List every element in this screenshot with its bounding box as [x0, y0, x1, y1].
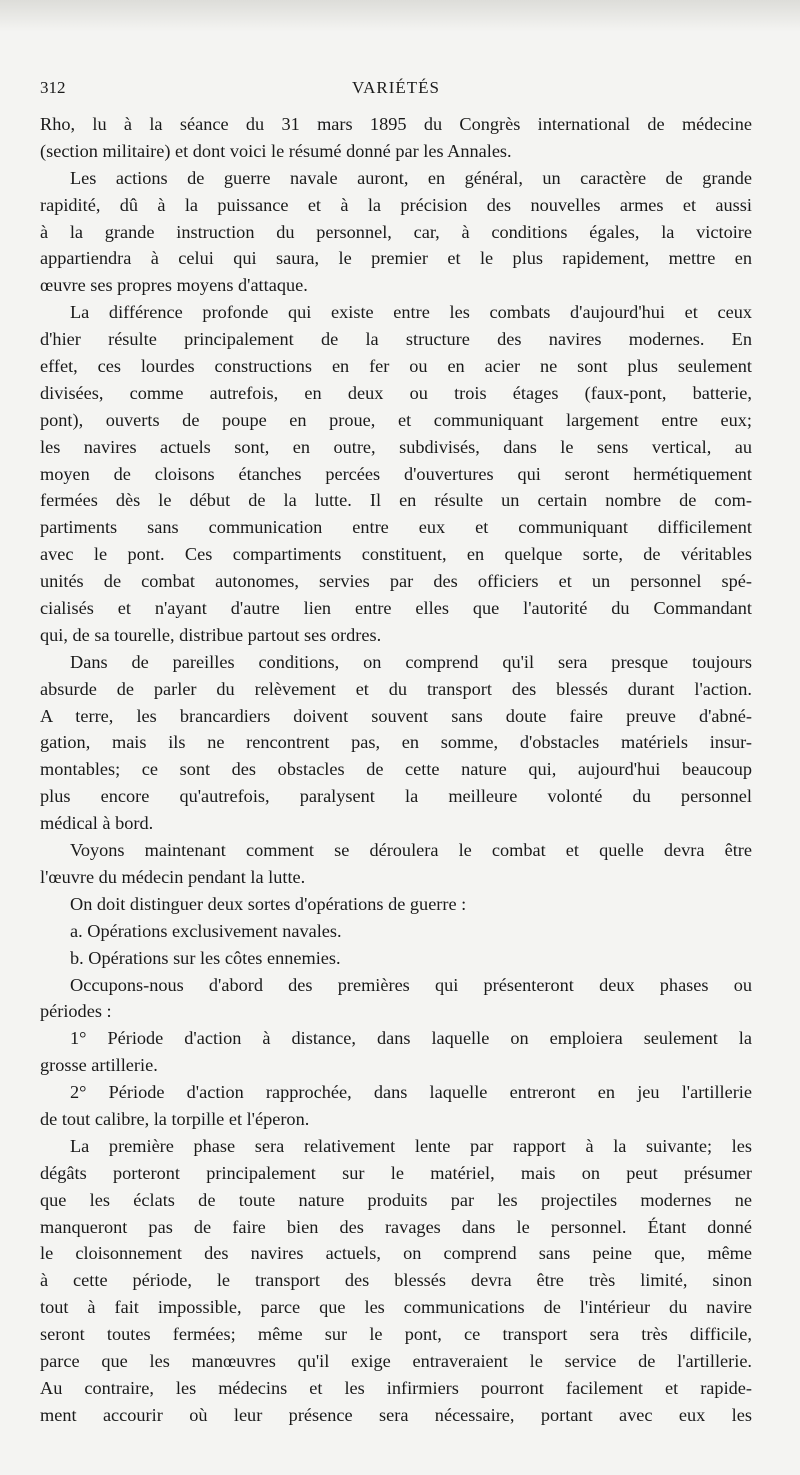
text-line: tout à fait impossible, parce que les communications de l'intérieur du navire [40, 1297, 752, 1318]
text-line: œuvre ses propres moyens d'attaque. [40, 275, 308, 296]
text-line: Au contraire, les médecins et les infirmiers pourront facilement et rapide- [40, 1377, 752, 1398]
text-line: absurde de parler du relèvement et du transport des blessés durant l'action. [40, 678, 752, 699]
text-line: unités de combat autonomes, servies par des officiers et un personnel spé- [40, 571, 752, 592]
scan-edge [0, 0, 800, 32]
text-line: effet, ces lourdes constructions en fer ou en acier ne sont plus seulement [40, 356, 752, 377]
text-line: On doit distinguer deux sortes d'opérations de guerre : [70, 893, 467, 914]
text-line: seront toutes fermées; même sur le pont, ce transport sera très difficile, [40, 1324, 752, 1345]
running-title: VARIÉTÉS [352, 78, 440, 97]
text-line: 2° Période d'action rapprochée, dans laquelle entreront en jeu l'artillerie [70, 1082, 752, 1103]
text-line: Dans de pareilles conditions, on comprend qu'il sera presque toujours [70, 651, 752, 672]
text-line: le cloisonnement des navires actuels, on comprend sans peine que, même [40, 1243, 752, 1264]
text-line: que les éclats de toute nature produits par les projectiles modernes ne [40, 1189, 752, 1210]
text-line: Les actions de guerre navale auront, en général, un caractère de grande [70, 167, 752, 188]
text-line: 1° Période d'action à distance, dans laquelle on emploiera seulement la [70, 1028, 752, 1049]
text-line: fermées dès le début de la lutte. Il en résulte un certain nombre de com- [40, 490, 752, 511]
text-line: ment accourir où leur présence sera nécessaire, portant avec eux les [40, 1404, 752, 1425]
page-number: 312 [40, 78, 66, 97]
text-line: parce que les manœuvres qu'il exige entraveraient le service de l'artillerie. [40, 1350, 752, 1371]
text-line: grosse artillerie. [40, 1055, 158, 1076]
text-line: les navires actuels sont, en outre, subdivisés, dans le sens vertical, au [40, 436, 752, 457]
text-line: plus encore qu'autrefois, paralysent la meilleure volonté du personnel [40, 786, 752, 807]
text-line: à la grande instruction du personnel, car, à conditions égales, la victoire [40, 221, 752, 242]
text-line: dégâts porteront principalement sur le matériel, mais on peut présumer [40, 1162, 752, 1183]
text-line: b. Opérations sur les côtes ennemies. [70, 947, 341, 968]
text-line: (section militaire) et dont voici le résumé donné par les Annales. [40, 140, 512, 161]
text-line: Occupons-nous d'abord des premières qui présenteront deux phases ou [70, 974, 752, 995]
text-line: médical à bord. [40, 813, 154, 834]
text-line: A terre, les brancardiers doivent souvent sans doute faire preuve d'abné- [40, 705, 752, 726]
text-line: appartiendra à celui qui saura, le premier et le plus rapidement, mettre en [40, 248, 752, 269]
text-line: gation, mais ils ne rencontrent pas, en somme, d'obstacles matériels insur- [40, 732, 752, 753]
text-line: cialisés et n'ayant d'autre lien entre elles que l'autorité du Commandant [40, 598, 752, 619]
page-header [40, 78, 752, 102]
text-line: Voyons maintenant comment se déroulera le combat et quelle devra être [70, 840, 752, 861]
text-line: a. Opérations exclusivement navales. [70, 920, 342, 941]
text-line: montables; ce sont des obstacles de cette nature qui, aujourd'hui beaucoup [40, 759, 752, 780]
text-line: La différence profonde qui existe entre les combats d'aujourd'hui et ceux [70, 302, 752, 323]
text-line: qui, de sa tourelle, distribue partout ses ordres. [40, 624, 382, 645]
text-line: à cette période, le transport des blessés devra être très limité, sinon [40, 1270, 752, 1291]
text-line: pont), ouverts de poupe en proue, et communiquant largement entre eux; [40, 409, 752, 430]
text-line: l'œuvre du médecin pendant la lutte. [40, 866, 306, 887]
text-line: d'hier résulte principalement de la structure des navires modernes. En [40, 329, 752, 350]
text-line: manqueront pas de faire bien des ravages dans le personnel. Étant donné [40, 1216, 752, 1237]
text-line: périodes : [40, 1001, 112, 1022]
text-line: Rho, lu à la séance du 31 mars 1895 du Congrès international de médecine [40, 114, 752, 134]
text-line: divisées, comme autrefois, en deux ou trois étages (faux-pont, batterie, [40, 382, 752, 403]
text-line: de tout calibre, la torpille et l'éperon. [40, 1108, 310, 1129]
text-line: moyen de cloisons étanches percées d'ouvertures qui seront hermétiquement [40, 463, 752, 484]
text-line: rapidité, dû à la puissance et à la précision des nouvelles armes et aussi [40, 194, 752, 215]
text-line: avec le pont. Ces compartiments constituent, en quelque sorte, de véritables [40, 544, 752, 565]
body-text [40, 111, 752, 1429]
text-line: partiments sans communication entre eux et communiquant difficilement [40, 517, 752, 538]
text-line: La première phase sera relativement lente par rapport à la suivante; les [70, 1135, 752, 1156]
